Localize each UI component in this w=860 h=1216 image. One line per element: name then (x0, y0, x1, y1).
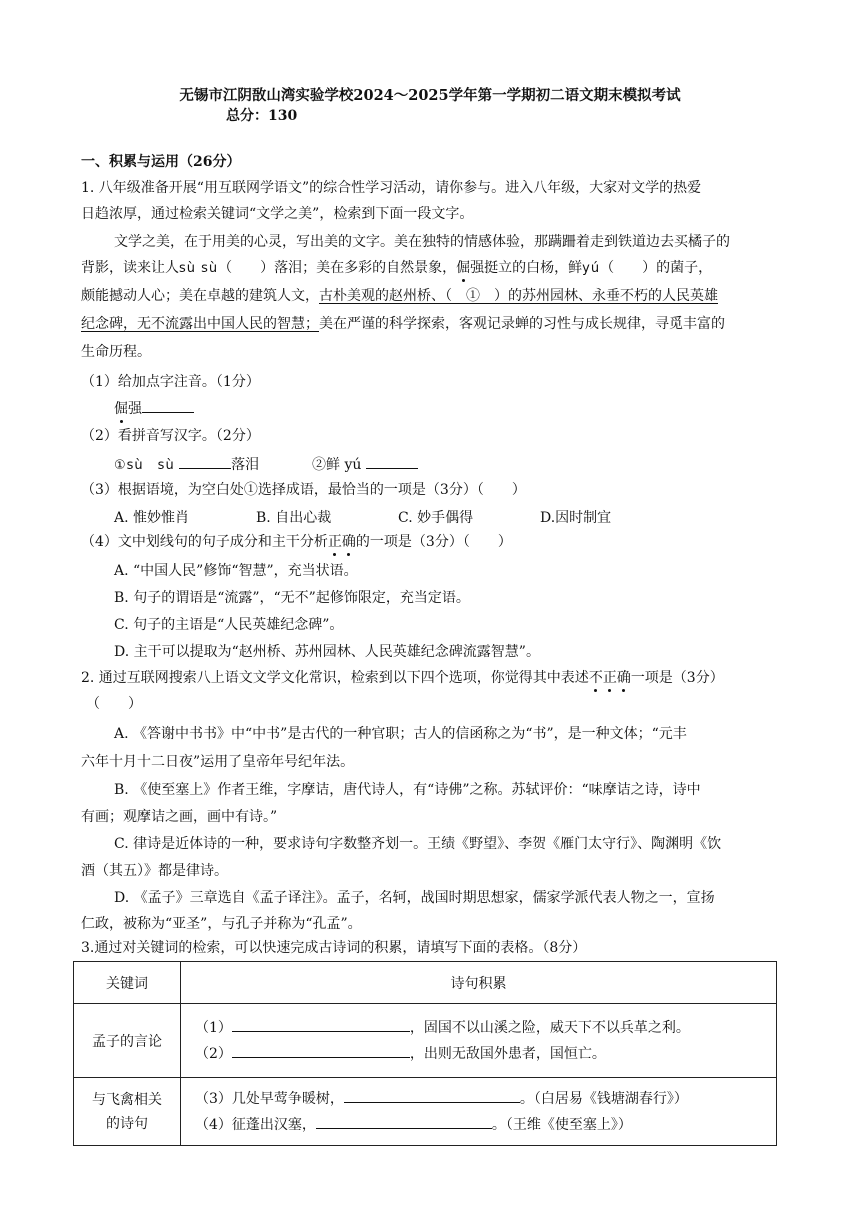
keyword-cell (74, 1078, 181, 1146)
q1-sub1-answer (114, 398, 194, 419)
verse-suffix: 。（白居易《钱塘湖春行》） (519, 1090, 688, 1107)
dotted-char: 倔 (456, 260, 471, 276)
word-rest: 强 (128, 401, 142, 417)
keyword-cell: 孟子的言论 (74, 1004, 181, 1078)
label-text: （4）文中划线句的句子成分和主干分析 (81, 534, 328, 550)
passage-line-2 (81, 258, 712, 279)
passage-text: （ ）落泪；美在多彩的自然景象， (218, 260, 457, 276)
answer-blank[interactable] (316, 1114, 492, 1129)
q1-sub4-option-d: D. 主干可以提取为“赵州桥、苏州园林、人民英雄纪念碑流露智慧”。 (114, 644, 540, 660)
dotted-char: 倔 (114, 401, 128, 417)
q2-option-a-line-2: 六年十月十二日夜”运用了皇帝年号纪年法。 (81, 754, 355, 770)
q1-intro-line-1: 1. 八年级准备开展“用互联网学语文”的综合性学习活动，请你参与。进入八年级，大家对文学的热爱 (81, 180, 702, 196)
dotted-char: 确 (341, 534, 356, 550)
dotted-char: 正 (602, 670, 617, 686)
verse-prefix: （2） (195, 1045, 232, 1062)
verse-suffix: ，出则无敌国外患者，国恒亡。 (409, 1045, 606, 1062)
table-header-row (74, 962, 777, 1004)
q1-sub3-option-c: C. 妙手偶得 (398, 510, 474, 526)
q1-intro-line-2: 日趋浓厚，通过检索关键词“文学之美”，检索到下面一段文字。 (81, 206, 474, 222)
q2-option-d-line-1: D. 《孟子》三章选自《孟子译注》。孟子，名轲，战国时期思想家，儒家学派代表人物之一，宣扬 (114, 890, 715, 906)
verse-line (181, 1086, 776, 1112)
passage-text: 美在严谨的科学探索，客观记录蝉的习性与成长规律，寻觅丰富的 (319, 316, 725, 332)
passage-line-1: 文学之美，在于用美的心灵，写出美的文字。美在独特的情感体验，那蹒跚着走到铁道边去买橘子的 (114, 234, 730, 250)
q3-stem: 3.通过对关键词的检索，可以快速完成古诗词的积累，请填写下面的表格。（8分） (81, 940, 587, 956)
pinyin-item-2: ②鲜 yú (312, 457, 362, 473)
verse-line (181, 1112, 776, 1138)
q1-sub3-option-d: D.因时制宜 (540, 510, 612, 526)
answer-blank[interactable] (344, 1088, 520, 1103)
answer-blank[interactable] (142, 398, 194, 413)
pinyin-item-1: ①sù sù (114, 458, 175, 473)
q2-option-c-line-1: C. 律诗是近体诗的一种，要求诗句字数整齐划一。王绩《野望》、李贺《雁门太守行》、陶渊明《饮 (114, 836, 722, 852)
passage-text: 背影，读来让人 (81, 260, 179, 276)
keyword-line-2: 的诗句 (106, 1115, 148, 1132)
verse-cell (181, 1078, 777, 1146)
label-text: 的一项是（3分）（ ） (355, 534, 512, 550)
passage-line-5: 生命历程。 (81, 344, 151, 360)
passage-text: 颇能撼动人心；美在卓越的建筑人文， (81, 288, 319, 304)
page-title: 无锡市江阴敔山湾实验学校2024～2025学年第一学期初二语文期末模拟考试 (179, 87, 681, 104)
verse-suffix: ，固国不以山溪之险，威天下不以兵革之利。 (409, 1019, 690, 1036)
passage-line-4 (81, 314, 725, 334)
q1-sub4-label (81, 532, 512, 552)
passage-line-3 (81, 286, 718, 306)
q1-sub3-option-b: B. 自出心裁 (256, 510, 332, 526)
q2-option-b-line-2: 有画；观摩诘之画，画中有诗。” (81, 809, 278, 825)
keyword-line-1: 与飞禽相关 (92, 1091, 162, 1108)
verse-suffix: 。（王维《使至塞上》） (491, 1116, 632, 1133)
dotted-char: 确 (616, 670, 631, 686)
stem-text: 一项是（3分） (630, 670, 724, 686)
q1-sub3-label: （3）根据语境，为空白处①选择成语，最恰当的一项是（3分）（ ） (81, 482, 526, 498)
stem-text: 2. 通过互联网搜索八上语文文学文化常识，检索到以下四个选项，你觉得其中表述 (81, 670, 589, 686)
verse-prefix: （1） (195, 1019, 232, 1036)
table-row (74, 1004, 777, 1078)
section-heading: 一、积累与运用（26分） (81, 154, 241, 170)
q2-answer-paren: （ ） (86, 696, 142, 712)
underlined-sentence: 古朴美观的赵州桥、（ ① ）的苏州园林、永垂不朽的人民英雄 (319, 288, 718, 304)
underlined-sentence: 纪念碑，无不流露出中国人民的智慧； (81, 316, 319, 332)
q2-option-d-line-2: 仁政，被称为“亚圣”，与孔子并称为“孔孟”。 (81, 916, 362, 932)
answer-blank[interactable] (232, 1043, 410, 1058)
poem-table (73, 961, 777, 1146)
dotted-char: 不 (588, 670, 603, 686)
verse-prefix: （4）征蓬出汉塞， (195, 1116, 316, 1133)
q1-sub4-option-b: B. 句子的谓语是“流露”，“无不”起修饰限定，充当定语。 (114, 590, 470, 606)
verse-line (181, 1015, 776, 1041)
dotted-char: 正 (327, 534, 342, 550)
answer-blank[interactable] (179, 454, 231, 469)
column-header-verses: 诗句积累 (181, 962, 777, 1004)
column-header-keyword: 关键词 (74, 962, 181, 1004)
answer-blank[interactable] (366, 454, 418, 469)
q2-option-b-line-1: B. 《使至塞上》作者王维，字摩诘，唐代诗人，有“诗佛”之称。苏轼评价：“味摩诘之诗，诗中 (114, 782, 701, 798)
answer-blank[interactable] (232, 1017, 410, 1032)
q1-sub4-option-a: A. “中国人民”修饰“智慧”，充当状语。 (114, 563, 358, 579)
total-score: 总分：130 (226, 108, 298, 124)
item-tail: 落泪 (231, 457, 260, 473)
q1-sub4-option-c: C. 句子的主语是“人民英雄纪念碑”。 (114, 617, 344, 633)
q2-option-a-line-1: A. 《答谢中书书》中“中书”是古代的一种官职；古人的信函称之为“书”，是一种文体；“元丰 (114, 726, 687, 742)
verse-cell (181, 1004, 777, 1078)
passage-text: （ ）的菌子， (600, 260, 713, 276)
table-row (74, 1078, 777, 1146)
passage-text: 强挺立的白杨，鲜 (470, 260, 583, 276)
q2-stem (81, 668, 724, 688)
q1-sub2-items (114, 454, 418, 476)
pinyin-yu: yú (582, 261, 601, 276)
q1-sub3-option-a: A. 惟妙惟肖 (114, 510, 190, 526)
verse-line (181, 1041, 776, 1067)
verse-prefix: （3）几处早莺争暖树， (195, 1090, 344, 1107)
pinyin-susu: sù sù (179, 261, 219, 276)
q1-sub1-label: （1）给加点字注音。（1分） (81, 374, 260, 390)
q2-option-c-line-2: 酒（其五）》都是律诗。 (81, 863, 228, 879)
q1-sub2-label: （2）看拼音写汉字。（2分） (81, 428, 260, 444)
